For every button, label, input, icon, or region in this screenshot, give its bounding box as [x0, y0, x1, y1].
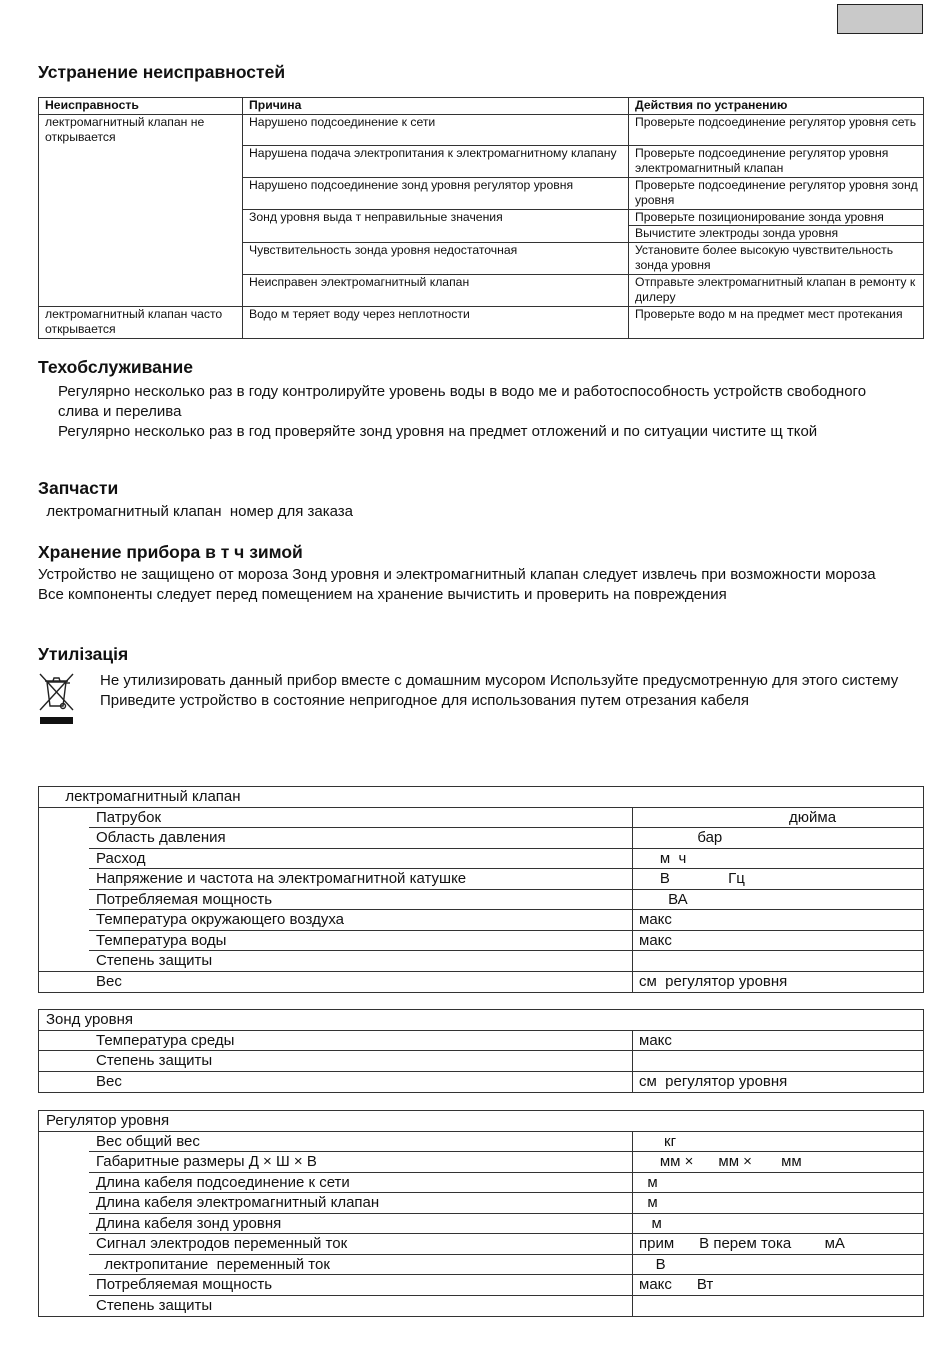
spec-row	[39, 931, 923, 952]
spec-row	[39, 910, 923, 931]
action-cell: Установите более высокую чувствительность зонда уровня	[629, 242, 924, 274]
spec-label: Патрубок	[39, 808, 632, 829]
header-cause: Причина	[243, 98, 629, 115]
fault-cell: лектромагнитный клапан часто открывается	[39, 306, 243, 338]
spec-value: дюйма	[632, 808, 923, 829]
spec-row	[39, 869, 923, 890]
spec-table-level-probe	[38, 1009, 924, 1093]
maintenance-paragraph-1: Регулярно несколько раз в году контролируйте уровень воды в водо ме и работоспособность устройств свободного слива и перелива	[58, 383, 867, 420]
action-cell: Вычистите электроды зонда уровня	[629, 226, 924, 243]
spec-value: бар	[632, 828, 923, 849]
cause-cell: Нарушено подсоединение зонд уровня регулятор уровня	[243, 177, 629, 209]
spec-table-title: Зонд уровня	[39, 1010, 923, 1031]
spec-value: макс	[632, 910, 923, 931]
spec-value: мм × мм × мм	[632, 1152, 923, 1173]
page-number-tab	[837, 4, 923, 34]
maintenance-heading: Техобслуживание	[38, 357, 193, 377]
cause-cell: Зонд уровня выда т неправильные значения	[243, 209, 629, 242]
spec-value: В Гц	[632, 869, 923, 890]
spec-row	[39, 1173, 923, 1194]
spec-row	[39, 828, 923, 849]
spec-table-title: лектромагнитный клапан	[39, 787, 923, 808]
fault-cell: лектромагнитный клапан не открывается	[39, 114, 243, 306]
spec-label: Габаритные размеры Д × Ш × В	[39, 1152, 632, 1173]
spec-label: Длина кабеля электромагнитный клапан	[39, 1193, 632, 1214]
spec-row	[39, 1234, 923, 1255]
spec-value: ВА	[632, 890, 923, 911]
spec-value: см регулятор уровня	[632, 1072, 923, 1093]
spec-label: Длина кабеля зонд уровня	[39, 1214, 632, 1235]
spec-label: Область давления	[39, 828, 632, 849]
spec-label: Вес	[96, 972, 122, 990]
spec-value: м	[632, 1173, 923, 1194]
spec-label: Степень защиты	[39, 951, 632, 972]
maintenance-paragraph-2: Регулярно несколько раз в год проверяйте зонд уровня на предмет отложений и по ситуации чистите щ ткой	[58, 423, 818, 440]
spec-label: Температура среды	[39, 1031, 632, 1052]
spec-label: Расход	[39, 849, 632, 870]
spec-row	[39, 849, 923, 870]
weee-crossed-bin-icon	[38, 672, 76, 728]
spec-label: Степень защиты	[39, 1051, 632, 1072]
action-cell: Проверьте подсоединение регулятор уровня зонд уровня	[629, 177, 924, 209]
spec-value	[632, 1296, 923, 1317]
spec-row	[39, 1152, 923, 1173]
action-cell: Проверьте водо м на предмет мест протекания	[629, 306, 924, 338]
spec-row	[39, 890, 923, 911]
action-cell: Отправьте электромагнитный клапан в ремонту к дилеру	[629, 274, 924, 306]
action-cell: Проверьте подсоединение регулятор уровня сеть	[629, 114, 924, 145]
spec-row	[39, 808, 923, 829]
spec-row	[39, 951, 923, 972]
spec-row	[39, 1132, 923, 1153]
troubleshooting-heading: Устранение неисправностей	[38, 62, 286, 82]
spec-label: Потребляемая мощность	[39, 890, 632, 911]
table-row	[39, 306, 924, 338]
spare-parts-heading: Запчасти	[38, 478, 119, 498]
spec-value: м ч	[632, 849, 923, 870]
spec-label: Вес общий вес	[39, 1132, 632, 1153]
spare-parts-text: лектромагнитный клапан номер для заказа	[38, 503, 353, 520]
spec-label: Температура окружающего воздуха	[39, 910, 632, 931]
spec-table-level-controller	[38, 1110, 924, 1317]
spec-label: лектропитание переменный ток	[39, 1255, 632, 1276]
spec-label: Степень защиты	[96, 1296, 213, 1314]
spec-label: Сигнал электродов переменный ток	[39, 1234, 632, 1255]
spec-row	[39, 1072, 923, 1093]
spec-label: Потребляемая мощность	[39, 1275, 632, 1296]
spec-label: Длина кабеля подсоединение к сети	[39, 1173, 632, 1194]
spec-row	[39, 1296, 923, 1317]
spec-value: м	[632, 1214, 923, 1235]
spec-value: макс	[632, 1031, 923, 1052]
table-header-row	[39, 98, 924, 115]
spec-table-title: Регулятор уровня	[39, 1111, 923, 1132]
spec-row	[39, 1275, 923, 1296]
spec-row	[39, 1255, 923, 1276]
disposal-text: Не утилизировать данный прибор вместе с домашним мусором Используйте предусмотренную для этого систему Приведите устройство в состояние непригодное для использования путем отрезания кабеля	[100, 672, 899, 709]
spec-table-solenoid-valve	[38, 786, 924, 993]
spec-label: Вес	[96, 1072, 122, 1090]
storage-text: Устройство не защищено от мороза Зонд уровня и электромагнитный клапан следует извлечь при возможности мороза Все компоненты следует перед помещением на хранение вычистить и проверить на повреждения	[38, 566, 876, 603]
cause-cell: Нарушена подача электропитания к электромагнитному клапану	[243, 145, 629, 177]
spec-row	[39, 1214, 923, 1235]
cause-cell: Чувствительность зонда уровня недостаточная	[243, 242, 629, 274]
spec-label: Температура воды	[39, 931, 632, 952]
spec-value: м	[632, 1193, 923, 1214]
storage-heading: Хранение прибора в т ч зимой	[38, 542, 303, 562]
spec-label: Напряжение и частота на электромагнитной катушке	[39, 869, 632, 890]
table-row	[39, 114, 924, 145]
cause-cell: Водо м теряет воду через неплотности	[243, 306, 629, 338]
spec-value: макс	[632, 931, 923, 952]
action-cell: Проверьте позиционирование зонда уровня	[629, 209, 924, 226]
action-cell: Проверьте подсоединение регулятор уровня электромагнитный клапан	[629, 145, 924, 177]
cause-cell: Неисправен электромагнитный клапан	[243, 274, 629, 306]
spec-row	[39, 1193, 923, 1214]
spec-row	[39, 1031, 923, 1052]
cause-cell: Нарушено подсоединение к сети	[243, 114, 629, 145]
spec-value: прим В перем тока мА	[632, 1234, 923, 1255]
spec-value: кг	[632, 1132, 923, 1153]
spec-value	[632, 951, 923, 972]
header-fault: Неисправность	[39, 98, 243, 115]
spec-value: макс Вт	[632, 1275, 923, 1296]
spec-value: см регулятор уровня	[632, 972, 923, 993]
disposal-heading: Утилізація	[38, 644, 129, 664]
spec-value: В	[632, 1255, 923, 1276]
spec-row	[39, 1051, 923, 1072]
troubleshooting-table	[38, 97, 924, 339]
spec-row	[39, 972, 923, 993]
spec-value	[632, 1051, 923, 1072]
header-actions: Действия по устранению	[629, 98, 924, 115]
